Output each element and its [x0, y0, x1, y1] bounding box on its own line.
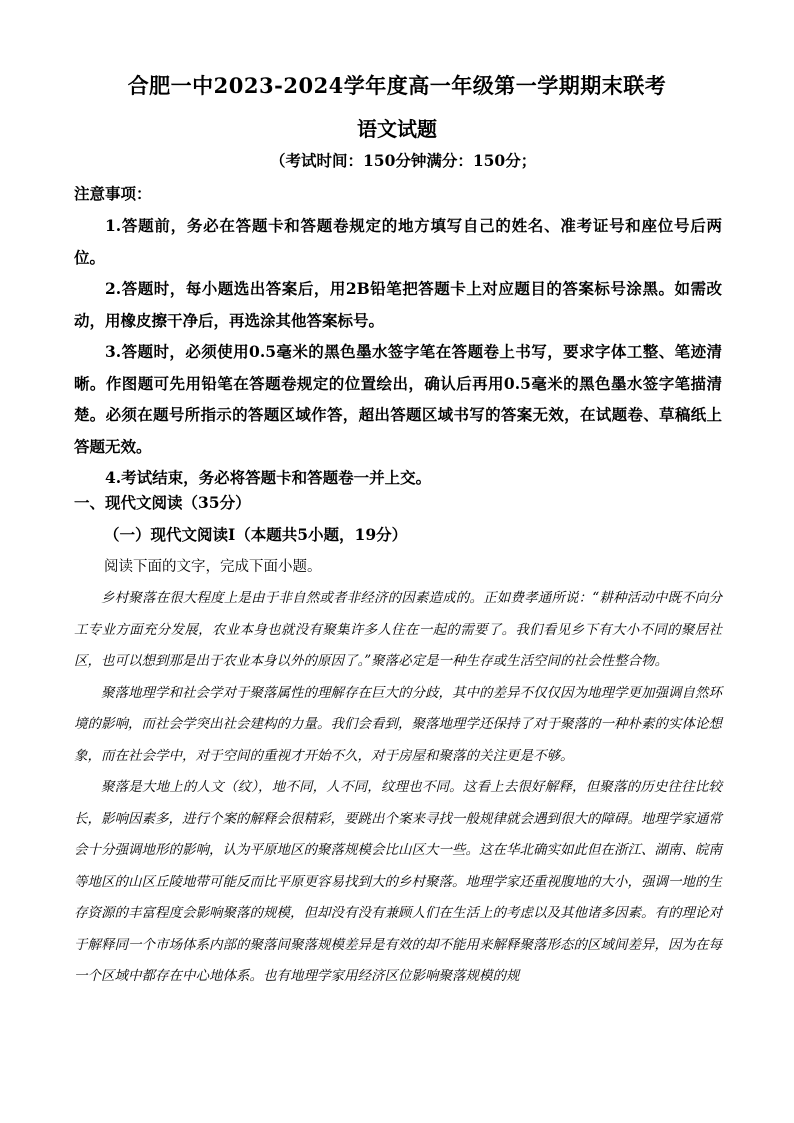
- exam-info: （考试时间：150分钟满分：150分；: [270, 151, 537, 170]
- page-subtitle: 语文试题: [357, 117, 437, 141]
- note-item: 4.考试结束，务必将答题卡和答题卷一并上交。: [105, 468, 432, 487]
- note-item: 1.答题前，务必在答题卡和答题卷规定的地方填写自己的姓名、准考证号和座位号后两位。: [74, 216, 722, 267]
- notes-list: [74, 210, 722, 494]
- section-heading: 一、现代文阅读（35分）: [74, 493, 251, 512]
- subsection-heading: （一）现代文阅读Ⅰ（本题共5小题，19分）: [104, 525, 408, 544]
- passage-paragraph: 乡村聚落在很大程度上是由于非自然或者非经济的因素造成的。正如费孝通所说：“耕种活动中既不向分工专业方面充分发展，农业本身也就没有聚集许多人住在一起的需要了。我们看见乡下有大小不同的聚居社区，也可以想到那是出于农业本身以外的原因了。”聚落必定是一种生存或生活空间的社会性整合物。: [74, 590, 722, 669]
- reading-instruction: 阅读下面的文字，完成下面小题。: [104, 559, 322, 575]
- note-item: 3.答题时，必须使用0.5毫米的黑色墨水签字笔在答题卷上书写，要求字体工整、笔迹清晰。作图题可先用铅笔在答题卷规定的位置绘出，确认后再用0.5毫米的黑色墨水签字笔描清楚。必须在题号所指示的答题区域作答，超出答题区域书写的答案无效，在试题卷、草稿纸上答题无效。: [74, 342, 722, 456]
- passage-paragraph: 聚落地理学和社会学对于聚落属性的理解存在巨大的分歧，其中的差异不仅仅因为地理学更加强调自然环境的影响，而社会学突出社会建构的力量。我们会看到，聚落地理学还保持了对于聚落的一种朴素的实体论想象，而在社会学中，对于空间的重视才开始不久，对于房屋和聚落的关注更是不够。: [74, 684, 722, 764]
- page-title: 合肥一中2023-2024学年度高一年级第一学期期末联考: [127, 73, 667, 98]
- notes-heading: 注意事项：: [74, 184, 152, 203]
- passage-paragraph: 聚落是大地上的人文（纹），地不同，人不同，纹理也不同。这看上去很好解释，但聚落的历史往往比较长，影响因素多，进行个案的解释会很精彩，要跳出个案来寻找一般规律就会遇到很大的障碍。地理学家通常会十分强调地形的影响，认为平原地区的聚落规模会比山区大一些。这在华北确实如此但在浙江、湖南、皖南等地区的山区丘陵地带可能反而比平原更容易找到大的乡村聚落。地理学家还重视腹地的大小，强调一地的生存资源的丰富程度会影响聚落的规模，但却没有没有兼顾人们在生活上的考虑以及其他诸多因素。有的理论对于解释同一个市场体系内部的聚落间聚落规模差异是有效的却不能用来解释聚落形态的区域间差异，因为在每一个区域中都存在中心地体系。也有地理学家用经济区位影响聚落规模的规: [74, 779, 722, 984]
- reading-passage: [74, 583, 722, 993]
- note-item: 2.答题时，每小题选出答案后，用2B铅笔把答题卡上对应题目的答案标号涂黑。如需改动，用橡皮擦干净后，再选涂其他答案标号。: [74, 279, 722, 330]
